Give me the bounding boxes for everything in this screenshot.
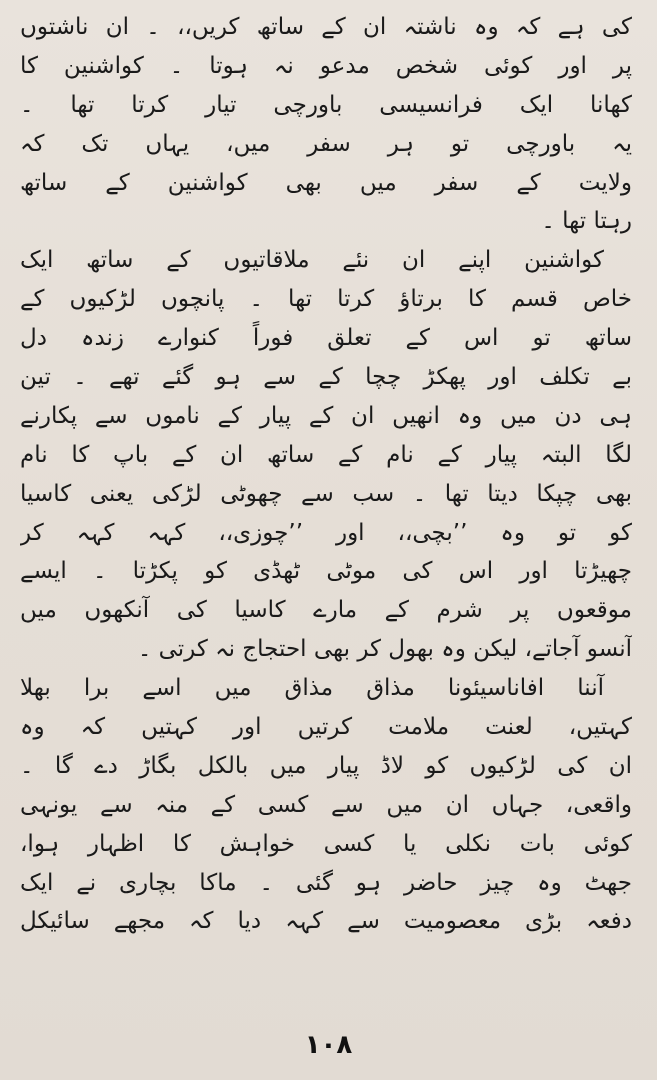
text-line: ہی دن میں وہ انھیں ان کے پیار کے ناموں سے پکارنے bbox=[20, 402, 632, 429]
text-line: جھٹ وہ چیز حاضر ہو گئی ۔ ماکا بچاری نے ایک bbox=[20, 869, 632, 896]
text-line: ان کی لڑکیوں کو لاڈ پیار میں بالکل بگاڑ دے گا ۔ bbox=[20, 752, 632, 779]
text-line: رہتا تھا ۔ bbox=[541, 208, 632, 235]
text-line: کواشنین اپنے ان نئے ملاقاتیوں کے ساتھ ایک bbox=[20, 247, 604, 274]
text-line: واقعی، جہاں ان میں سے کسی کے منہ سے یونہی bbox=[20, 791, 632, 818]
text-line: خاص قسم کا برتاؤ کرتا تھا ۔ پانچوں لڑکیوں کے bbox=[20, 286, 632, 313]
text-line: چھیڑتا اور اس کی موٹی ٹھڈی کو پکڑتا ۔ ایسے bbox=[20, 558, 632, 585]
text-line: لگا البتہ پیار کے نام کے ساتھ ان کے باپ کا نام bbox=[20, 441, 632, 468]
text-line: یہ باورچی تو ہر سفر میں، یہاں تک کہ bbox=[20, 130, 632, 157]
text-line: موقعوں پر شرم کے مارے کاسیا کی آنکھوں میں bbox=[20, 597, 632, 624]
text-line: ساتھ تو اس کے تعلق فوراً کنوارے زندہ دل bbox=[20, 325, 632, 352]
text-line: دفعہ بڑی معصومیت سے کہہ دیا کہ مجھے سائیکل bbox=[20, 908, 632, 935]
text-line: کی ہے کہ وہ ناشتہ ان کے ساتھ کریں،، ۔ ان ناشتوں bbox=[20, 14, 632, 40]
text-line: آنسو آجاتے، لیکن وہ بھول کر بھی احتجاج نہ کرتی ۔ bbox=[137, 636, 632, 663]
page-number: ۱۰۸ bbox=[304, 1030, 353, 1060]
text-line: آننا افاناسیئونا مذاق مذاق میں اسے برا بھلا bbox=[20, 675, 604, 702]
text-line: کوئی بات نکلی یا کسی خواہش کا اظہار ہوا، bbox=[20, 830, 632, 857]
text-line: کھانا ایک فرانسیسی باورچی تیار کرتا تھا ۔ bbox=[20, 91, 632, 118]
text-line: کہتیں، لعنت ملامت کرتیں اور کہتیں کہ وہ bbox=[20, 714, 632, 741]
text-line: پر اور کوئی شخص مدعو نہ ہوتا ۔ کواشنین کا bbox=[20, 52, 632, 79]
text-line: بھی چپکا دیتا تھا ۔ سب سے چھوٹی لڑکی یعنی کاسیا bbox=[20, 480, 632, 507]
text-line: بے تکلف اور پھکڑ چچا کے سے ہو گئے تھے ۔ تین bbox=[20, 364, 632, 391]
text-line: کو تو وہ ’’بچی،، اور ’’چوزی،، کہہ کہہ کر bbox=[20, 519, 632, 546]
body-text bbox=[20, 8, 632, 941]
text-line: ولایت کے سفر میں بھی کواشنین کے ساتھ bbox=[20, 169, 632, 196]
